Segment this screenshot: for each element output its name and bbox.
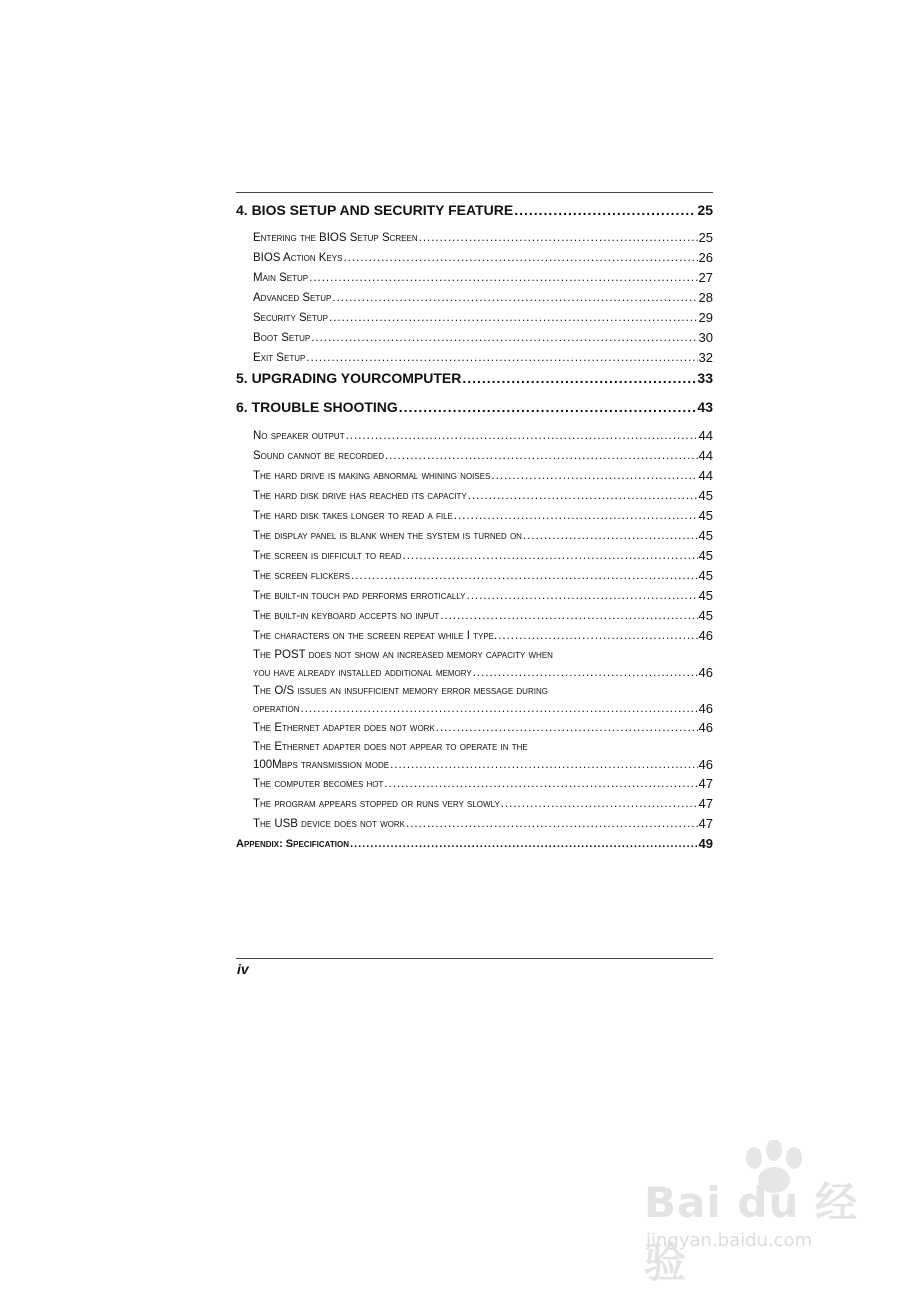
toc-page: 46 xyxy=(698,720,713,735)
toc-item[interactable] xyxy=(236,228,713,248)
toc-item[interactable] xyxy=(236,506,713,526)
toc-title-line2: you have already installed additional memory xyxy=(253,667,472,679)
toc-page: 49 xyxy=(698,836,713,851)
toc-title: The characters on the screen repeat while I type. xyxy=(253,630,498,642)
toc-title: The Ethernet adapter does not work xyxy=(253,722,435,734)
toc-item[interactable] xyxy=(236,566,713,586)
toc-page: 33 xyxy=(697,370,713,386)
toc-appendix[interactable] xyxy=(236,834,713,854)
watermark-brand: Bai du 经验 xyxy=(644,1178,858,1287)
toc-item[interactable] xyxy=(236,248,713,268)
toc-title: 6. TROUBLE SHOOTING xyxy=(236,399,398,415)
toc-title: The built-in keyboard accepts no input xyxy=(253,610,440,622)
toc-title: Exit Setup xyxy=(253,352,306,364)
toc-leader xyxy=(501,794,698,814)
toc-page: 32 xyxy=(698,350,713,365)
toc-leader xyxy=(454,506,698,526)
toc-page: 26 xyxy=(698,250,713,265)
toc-title-line1: The Ethernet adapter does not appear to operate in the xyxy=(253,741,528,753)
toc-leader xyxy=(403,546,698,566)
toc-leader xyxy=(419,228,698,248)
toc-page: 46 xyxy=(698,757,713,772)
toc-item[interactable] xyxy=(236,288,713,308)
toc-item[interactable] xyxy=(236,794,713,814)
watermark xyxy=(636,1140,866,1287)
toc-title-line2: operation xyxy=(253,703,300,715)
toc-page: 45 xyxy=(698,528,713,543)
toc-item[interactable] xyxy=(236,586,713,606)
top-rule xyxy=(236,192,713,193)
toc-item[interactable] xyxy=(236,466,713,486)
toc-title-line1: The POST does not show an increased memory capacity when xyxy=(253,649,553,661)
toc-leader xyxy=(491,466,697,486)
toc-leader xyxy=(332,288,697,308)
toc-item[interactable] xyxy=(236,606,713,626)
toc-title: The built-in touch pad performs errotically xyxy=(253,590,466,602)
toc-leader xyxy=(406,814,698,834)
toc-item-multiline[interactable] xyxy=(236,682,713,718)
spacer xyxy=(236,417,713,426)
toc-item[interactable] xyxy=(236,486,713,506)
toc-leader xyxy=(390,756,697,774)
toc-leader xyxy=(351,566,698,586)
toc-page: 47 xyxy=(698,796,713,811)
toc-item-multiline[interactable] xyxy=(236,646,713,682)
table-of-contents xyxy=(236,200,713,854)
toc-title-line2: 100Mbps transmission mode xyxy=(253,759,390,771)
toc-leader xyxy=(467,586,698,606)
toc-item[interactable] xyxy=(236,328,713,348)
toc-item[interactable] xyxy=(236,526,713,546)
toc-page: 45 xyxy=(698,488,713,503)
bottom-rule xyxy=(236,958,713,959)
toc-title: Security Setup xyxy=(253,312,328,324)
toc-item[interactable] xyxy=(236,426,713,446)
toc-page: 27 xyxy=(698,270,713,285)
toc-title: The hard drive is making abnormal whining noises xyxy=(253,470,491,482)
toc-title: The screen is difficult to read xyxy=(253,550,402,562)
toc-item-multiline[interactable] xyxy=(236,738,713,774)
toc-page: 45 xyxy=(698,608,713,623)
toc-page: 44 xyxy=(698,448,713,463)
toc-leader xyxy=(350,834,698,854)
toc-title: The display panel is blank when the system is turned on xyxy=(253,530,522,542)
toc-leader xyxy=(473,664,698,682)
toc-page: 25 xyxy=(698,230,713,245)
toc-item[interactable] xyxy=(236,348,713,368)
toc-item[interactable] xyxy=(236,718,713,738)
toc-page: 45 xyxy=(698,568,713,583)
toc-leader xyxy=(498,626,697,646)
toc-page: 29 xyxy=(698,310,713,325)
toc-item[interactable] xyxy=(236,774,713,794)
toc-leader xyxy=(514,200,696,220)
toc-page: 45 xyxy=(698,508,713,523)
toc-title: 4. BIOS SETUP AND SECURITY FEATURE xyxy=(236,202,514,218)
toc-item[interactable] xyxy=(236,626,713,646)
toc-title: Boot Setup xyxy=(253,332,311,344)
toc-leader xyxy=(385,446,697,466)
toc-title: 5. UPGRADING YOURCOMPUTER xyxy=(236,370,462,386)
toc-title: Sound cannot be recorded xyxy=(253,450,385,462)
toc-title: No speaker output xyxy=(253,430,345,442)
toc-item[interactable] xyxy=(236,446,713,466)
page-number: iv xyxy=(237,961,249,977)
toc-leader xyxy=(306,348,697,368)
toc-page: 43 xyxy=(697,399,713,415)
toc-title: BIOS Action Keys xyxy=(253,252,343,264)
toc-item[interactable] xyxy=(236,814,713,834)
toc-page: 45 xyxy=(698,588,713,603)
toc-leader xyxy=(311,328,697,348)
toc-leader xyxy=(301,700,698,718)
toc-leader xyxy=(440,606,697,626)
toc-leader xyxy=(436,718,698,738)
toc-leader xyxy=(468,486,698,506)
toc-title-line1: The O/S issues an insufficient memory error message during xyxy=(253,685,548,697)
toc-title: The computer becomes hot xyxy=(253,778,384,790)
toc-page: 28 xyxy=(698,290,713,305)
toc-leader xyxy=(329,308,698,328)
toc-leader xyxy=(309,268,697,288)
toc-page: 25 xyxy=(697,202,713,218)
toc-leader xyxy=(462,368,696,388)
toc-title: The screen flickers xyxy=(253,570,350,582)
toc-title: The program appears stopped or runs very slowly xyxy=(253,798,500,810)
toc-title: The hard disk takes longer to read a file xyxy=(253,510,453,522)
toc-item[interactable] xyxy=(236,546,713,566)
spacer xyxy=(236,220,713,228)
toc-title: Advanced Setup xyxy=(253,292,332,304)
toc-page: 47 xyxy=(698,816,713,831)
toc-title: Appendix: Specification xyxy=(236,838,349,850)
toc-page: 30 xyxy=(698,330,713,345)
toc-chapter-5[interactable] xyxy=(236,368,713,388)
toc-leader xyxy=(384,774,697,794)
toc-item[interactable] xyxy=(236,268,713,288)
toc-page: 45 xyxy=(698,548,713,563)
toc-leader xyxy=(399,397,697,417)
toc-item[interactable] xyxy=(236,308,713,328)
toc-title: The USB device does not work xyxy=(253,818,405,830)
toc-title: Entering the BIOS Setup Screen xyxy=(253,232,418,244)
toc-leader xyxy=(343,248,697,268)
toc-title: Main Setup xyxy=(253,272,309,284)
toc-page: 47 xyxy=(698,776,713,791)
toc-page: 46 xyxy=(698,665,713,680)
toc-page: 46 xyxy=(698,701,713,716)
toc-page: 44 xyxy=(698,468,713,483)
toc-title: The hard disk drive has reached its capacity xyxy=(253,490,467,502)
watermark-url: jingyan.baidu.com xyxy=(646,1230,813,1251)
toc-leader xyxy=(346,426,698,446)
toc-page: 46 xyxy=(698,628,713,643)
toc-chapter-4[interactable] xyxy=(236,200,713,220)
toc-leader xyxy=(523,526,698,546)
toc-chapter-6[interactable] xyxy=(236,397,713,417)
toc-page: 44 xyxy=(698,428,713,443)
